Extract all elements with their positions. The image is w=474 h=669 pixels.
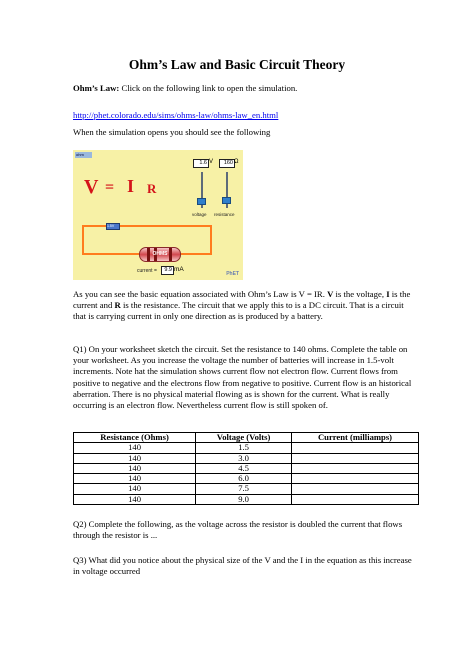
- cell-current[interactable]: [292, 453, 419, 463]
- equation-i: I: [127, 176, 135, 196]
- header-resistance: Resistance (Ohms): [74, 433, 196, 443]
- table-row: [74, 474, 419, 484]
- cell-resistance: 140: [74, 484, 196, 494]
- equation-v: V: [84, 176, 99, 198]
- para1-text-b: is the voltage,: [333, 289, 387, 299]
- resistor-text: OHMS: [152, 251, 168, 257]
- cell-voltage: 3.0: [196, 453, 292, 463]
- table-row: [74, 443, 419, 453]
- intro-label: Ohm’s Law:: [73, 83, 120, 93]
- cell-current[interactable]: [292, 443, 419, 453]
- table-row: [74, 463, 419, 473]
- phet-logo: PhET: [226, 271, 239, 277]
- simulation-link[interactable]: http://phet.colorado.edu/sims/ohms-law/ohms-law_en.html: [73, 110, 279, 120]
- equation-equals: =: [105, 179, 115, 196]
- table-row: [74, 484, 419, 494]
- resistance-unit: Ω: [234, 159, 239, 165]
- voltage-readout: 1.6: [193, 159, 209, 168]
- current-label: current =: [137, 268, 157, 274]
- cell-current[interactable]: [292, 484, 419, 494]
- voltage-unit: V: [209, 159, 214, 165]
- para1-text-a: As you can see the basic equation associated with Ohm’s Law is V = IR.: [73, 289, 328, 299]
- voltage-slider-handle[interactable]: [197, 198, 206, 205]
- resistance-readout: 160: [219, 159, 235, 168]
- cell-resistance: 140: [74, 443, 196, 453]
- para1-r: R: [114, 300, 121, 311]
- when-open-text: When the simulation opens you should see the following: [73, 127, 271, 137]
- circuit-wire-bottom-left: [82, 253, 139, 255]
- cell-voltage: 1.5: [196, 443, 292, 453]
- voltage-slider-label: voltage: [192, 212, 207, 217]
- para1-text-c: is the current and: [73, 289, 411, 311]
- cell-resistance: 140: [74, 453, 196, 463]
- resistor-icon: [139, 247, 181, 262]
- resistance-slider-handle[interactable]: [222, 197, 231, 204]
- header-current: Current (milliamps): [292, 433, 419, 443]
- para1-v: V: [327, 289, 334, 299]
- cell-current[interactable]: [292, 494, 419, 504]
- cell-resistance: 140: [74, 474, 196, 484]
- table-row: [74, 453, 419, 463]
- intro-text: Click on the following link to open the simulation.: [119, 83, 298, 93]
- para1-i: I: [386, 289, 390, 299]
- battery-label: 1.5V: [107, 224, 115, 228]
- resistance-slider-label: resistance: [214, 212, 235, 217]
- cell-current[interactable]: [292, 463, 419, 473]
- cell-resistance: 140: [74, 463, 196, 473]
- cell-current[interactable]: [292, 474, 419, 484]
- circuit-wire-bottom-right: [179, 253, 212, 255]
- cell-voltage: 9.0: [196, 494, 292, 504]
- circuit-wire-left: [82, 225, 84, 255]
- cell-voltage: 7.5: [196, 484, 292, 494]
- cell-voltage: 4.5: [196, 463, 292, 473]
- header-voltage: Voltage (Volts): [196, 433, 292, 443]
- question-3: Q3) What did you notice about the physical size of the V and the I in the equation as this increase in voltage occurred: [73, 555, 412, 577]
- table-row: [74, 494, 419, 504]
- cell-voltage: 6.0: [196, 474, 292, 484]
- table-header-row: [74, 433, 419, 443]
- question-1: Q1) On your worksheet sketch the circuit. Set the resistance to 140 ohms. Complete the table on your worksheet. As you increase the voltage the number of batteries will increase in 1.5-volt increments. Note hat the simulation shows current flow not electron flow. Current flows from positive to negative and the electrons flow from negative to positive. Current flow is an historical aberration. There is no physical material flowing as is shown for the current. What is really occurring is an electron flow. Nevertheless current flow is still spoken of.: [73, 344, 412, 411]
- simulation-figure: [73, 150, 243, 280]
- current-unit: mA: [174, 266, 184, 273]
- circuit-wire-right: [210, 225, 212, 255]
- cell-resistance: 140: [74, 494, 196, 504]
- data-table: [73, 432, 419, 505]
- equation-r: R: [147, 181, 157, 196]
- simulation-tab: ohm: [75, 152, 92, 158]
- para1-text-d: is the resistance. The circuit that we apply this to is a DC circuit. That is a circuit that is carrying current in only one direction as is produced by a battery.: [73, 300, 404, 322]
- ohms-law-explanation: [73, 289, 418, 323]
- circuit-wire-top: [82, 225, 212, 227]
- current-readout: 9.9: [161, 266, 174, 275]
- page-title: Ohm’s Law and Basic Circuit Theory: [128, 57, 346, 72]
- question-2: Q2) Complete the following, as the voltage across the resistor is doubled the current that flows through the resistor is ...: [73, 519, 403, 541]
- intro-paragraph: [73, 83, 418, 94]
